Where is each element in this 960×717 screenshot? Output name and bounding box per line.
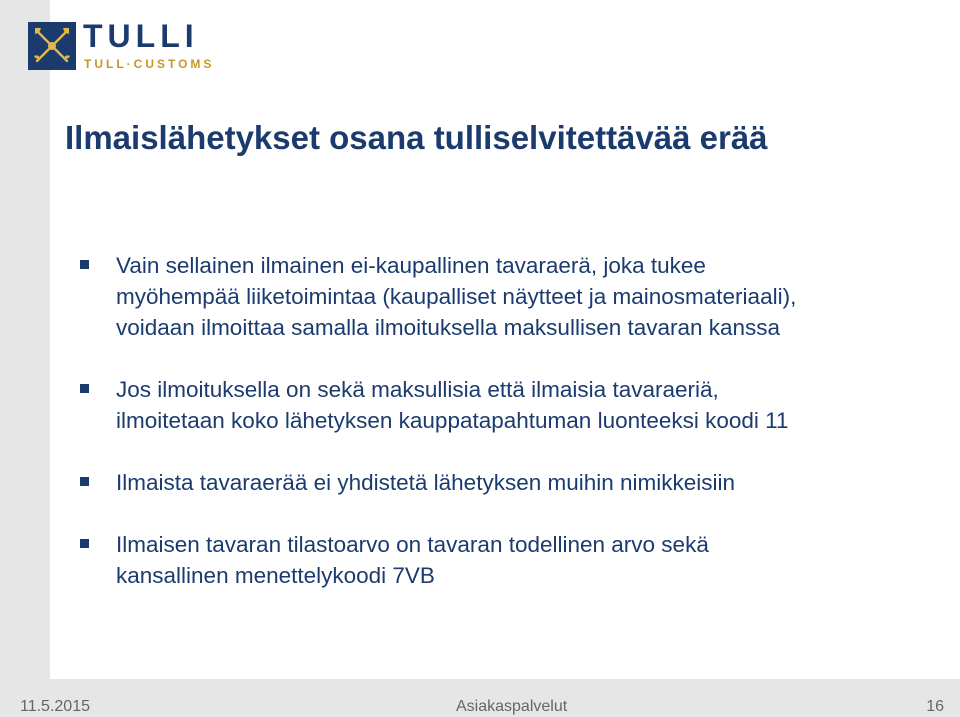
bullet-list [78,250,938,622]
bullet-text-line: myöhempää liiketoimintaa (kaupalliset näytteet ja mainosmateriaali), [116,284,797,309]
bullet-text-line: Jos ilmoituksella on sekä maksullisia että ilmaisia tavaraeriä, [116,377,719,402]
bullet-text-line: ilmoitetaan koko lähetyksen kauppatapahtuman luonteeksi koodi 11 [116,408,789,433]
square-bullet-icon [80,260,89,269]
footer-department: Asiakaspalvelut [456,698,568,715]
customs-emblem-icon [28,22,76,70]
bullet-item [78,467,938,498]
bullet-text-line: kansallinen menettelykoodi 7VB [116,563,435,588]
logo-subtitle: TULL·CUSTOMS [84,57,215,71]
square-bullet-icon [80,384,89,393]
square-bullet-icon [80,477,89,486]
square-bullet-icon [80,539,89,548]
bullet-text-line: Ilmaista tavaraerää ei yhdistetä lähetyksen muihin nimikkeisiin [116,470,736,495]
bullet-text-line: Ilmaisen tavaran tilastoarvo on tavaran todellinen arvo sekä [116,532,709,557]
slide-title: Ilmaislähetykset osana tulliselvitettävää erää [65,119,768,156]
bullet-item [78,374,938,436]
left-side-band [0,0,50,717]
bullet-item [78,529,938,591]
footer-date: 11.5.2015 [20,698,90,715]
page-number: 16 [926,698,944,715]
bullet-text-line: voidaan ilmoittaa samalla ilmoituksella maksullisen tavaran kanssa [116,315,781,340]
bullet-text-line: Vain sellainen ilmainen ei-kaupallinen tavaraerä, joka tukee [116,253,706,278]
bullet-item [78,250,938,343]
logo-wordmark: TULLI [83,18,199,54]
